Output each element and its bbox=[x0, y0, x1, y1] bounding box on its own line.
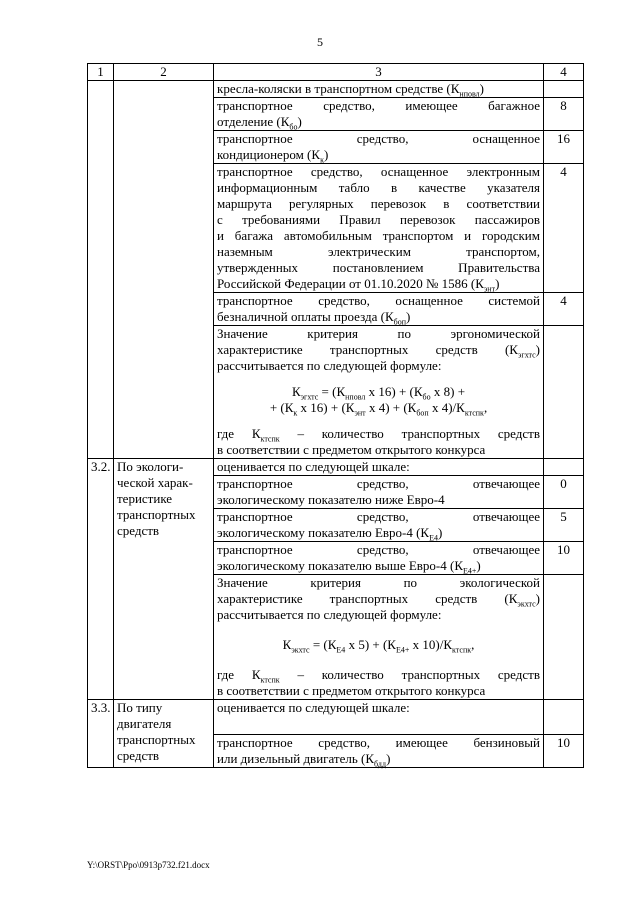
section-number: 3.3. bbox=[88, 700, 114, 768]
formula-cell: Значение критерия по эргономической характеристике транспортных средств $(К_{эгхтс})$ рассчитывается по следующей формуле: $К_{эгхтс} = (К_{нповл}$ х $16) + (К_{бо}$ х 8) + + ($К_к$ х $16) + (К_{энт}$ х $4) + (К_{боп}$ х $4)/К_{ктспк}$, где $К_{ктспк}$ – количество транспортных средств в соответствии с предметом открытого конкурса bbox=[214, 326, 544, 459]
option-text: кресла-коляски в транспортном средстве $(К_{нповл})$ bbox=[214, 81, 544, 98]
option-text: транспортное средство, имеющее бензиновый или дизельный двигатель $(К_{бдд})$ bbox=[214, 735, 544, 768]
option-text: транспортное средство, отвечающее экологическому показателю выше Евро-4 $(К_{Е4+})$ bbox=[214, 542, 544, 575]
table-row bbox=[88, 700, 584, 735]
empty-score-cell bbox=[544, 575, 584, 700]
empty-score-cell bbox=[544, 459, 584, 476]
header-col-2: 2 bbox=[114, 64, 214, 81]
option-score: 10 bbox=[544, 542, 584, 575]
option-score: 8 bbox=[544, 98, 584, 131]
scale-intro: оценивается по следующей шкале: bbox=[214, 700, 544, 735]
option-score: 10 bbox=[544, 735, 584, 768]
section-title: По экологи- ческой харак- теристике транспортных средств bbox=[114, 459, 214, 700]
header-col-4: 4 bbox=[544, 64, 584, 81]
option-score bbox=[544, 81, 584, 98]
header-col-3: 3 bbox=[214, 64, 544, 81]
header-col-1: 1 bbox=[88, 64, 114, 81]
option-score: 4 bbox=[544, 293, 584, 326]
table-row bbox=[88, 81, 584, 98]
empty-score-cell bbox=[544, 326, 584, 459]
option-text: транспортное средство, отвечающее экологическому показателю Евро-4 $(К_{Е4})$ bbox=[214, 509, 544, 542]
formula-cell: Значение критерия по экологической характеристике транспортных средств $(К_{экхтс})$ рассчитывается по следующей формуле: $К_{экхтс} = (К_{Е4}$ х $5) + (К_{Е4+}$ х $10)/К_{ктспк}$, где $К_{ктспк}$ – количество транспортных средств в соответствии с предметом открытого конкурса bbox=[214, 575, 544, 700]
scale-intro: оценивается по следующей шкале: bbox=[214, 459, 544, 476]
empty-score-cell bbox=[544, 700, 584, 735]
option-score: 5 bbox=[544, 509, 584, 542]
formula: $К_{эгхтс} = (К_{нповл}$ х $16) + (К_{бо}$ х 8) + + ($К_к$ х $16) + (К_{энт}$ х $4) + (К_{боп}$ х $4)/К_{ктспк}$, bbox=[269, 384, 488, 418]
option-score: 4 bbox=[544, 164, 584, 293]
page-number: 5 bbox=[317, 35, 323, 49]
option-text: транспортное средство, имеющее багажное отделение $(К_{бо})$ bbox=[214, 98, 544, 131]
option-text: транспортное средство, отвечающее экологическому показателю ниже Евро-4 bbox=[214, 476, 544, 509]
formula: $К_{экхтс} = (К_{Е4}$ х $5) + (К_{Е4+}$ х $10)/К_{ктспк}$, bbox=[282, 637, 475, 655]
option-score: 16 bbox=[544, 131, 584, 164]
table-row bbox=[88, 459, 584, 476]
option-text: транспортное средство, оснащенное кондиционером $(К_к)$ bbox=[214, 131, 544, 164]
section-number: 3.2. bbox=[88, 459, 114, 700]
empty-num-cell bbox=[88, 81, 114, 459]
option-text: транспортное средство, оснащенное системой безналичной оплаты проезда $(К_{боп})$ bbox=[214, 293, 544, 326]
empty-title-cell bbox=[114, 81, 214, 459]
option-score: 0 bbox=[544, 476, 584, 509]
criteria-table bbox=[87, 63, 584, 768]
table-header-row bbox=[88, 64, 584, 81]
option-text: транспортное средство, оснащенное электронным информационным табло в качестве указателя маршрута регулярных перевозок в соответствии с требованиями Правил перевозок пассажиров и багажа автомобильным транспортом и городским наземным электрическим транспортом, утвержденных постановлением Правительства Российской Федерации от 01.10.2020 № 1586 $(К_{энт})$ bbox=[214, 164, 544, 293]
file-path-footer: Y:\ORST\Ppo\0913p732.f21.docx bbox=[87, 860, 210, 870]
section-title: По типу двигателя транспортных средств bbox=[114, 700, 214, 768]
